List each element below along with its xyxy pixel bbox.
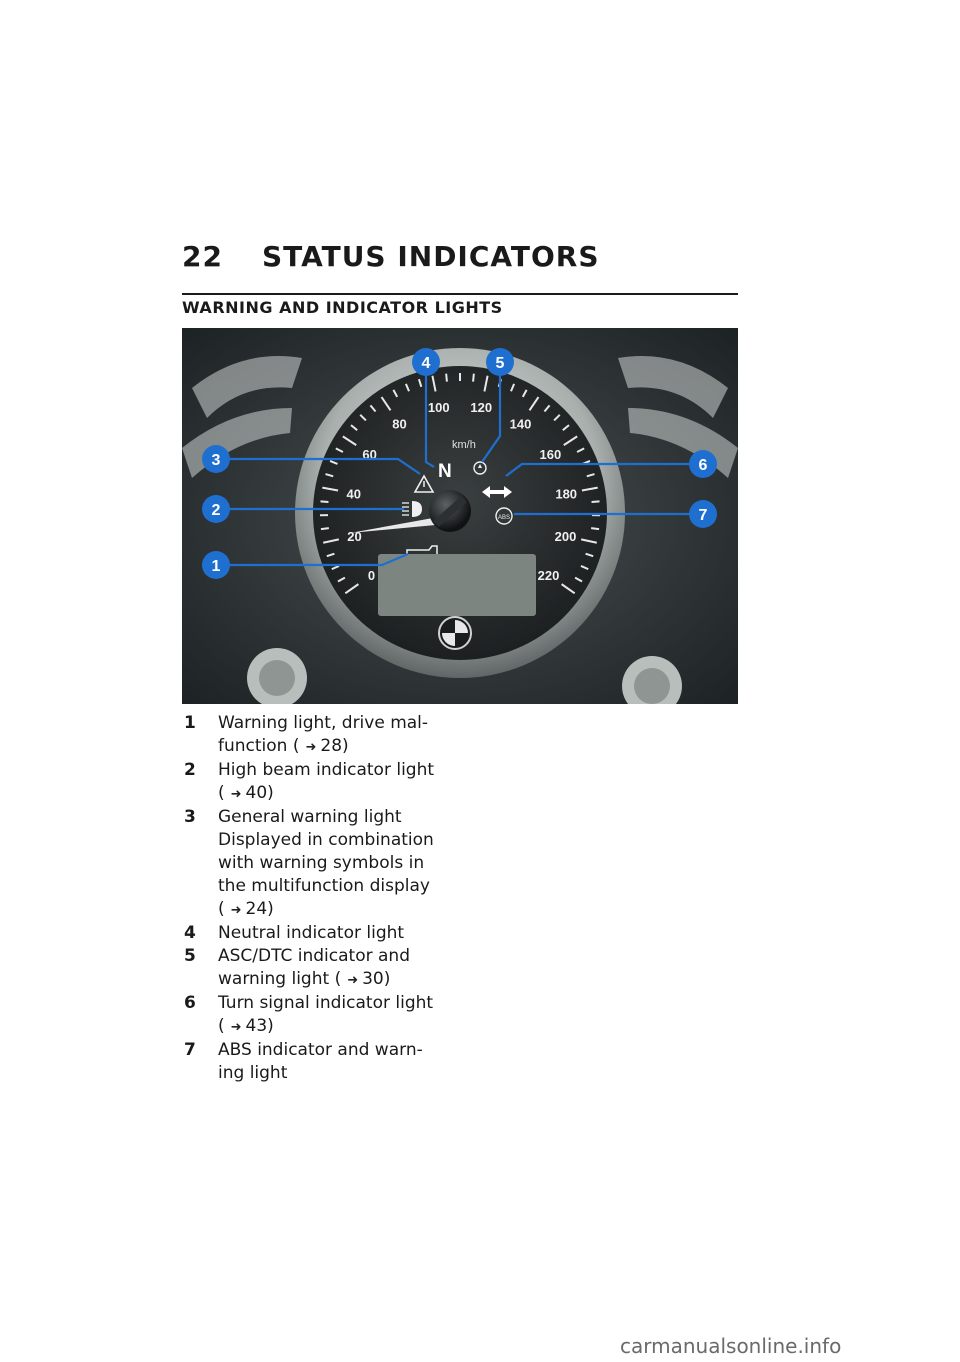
callout-4 <box>412 348 440 376</box>
page-ref-arrow-icon: ➜ <box>230 903 242 918</box>
svg-text:6: 6 <box>698 457 708 474</box>
speed-tick-label: 60 <box>362 446 377 462</box>
svg-text:5: 5 <box>495 355 505 372</box>
page-number: 22 <box>182 240 223 273</box>
legend-list <box>182 712 452 1085</box>
legend-number: 2 <box>184 760 196 780</box>
legend-item <box>182 759 452 806</box>
speed-tick-label: 120 <box>470 400 493 416</box>
page-reference[interactable]: ( ➜ 28) <box>293 736 349 756</box>
instrument-cluster-figure <box>182 328 738 704</box>
callout-3 <box>202 445 230 473</box>
minor-tick <box>592 501 600 502</box>
speed-tick-label: 140 <box>509 416 532 432</box>
callout-2 <box>202 495 230 523</box>
legend-text: General warning light <box>218 807 402 827</box>
svg-text:2: 2 <box>211 502 221 519</box>
legend-text: ABS indicator and warn- <box>218 1040 423 1060</box>
speed-tick-label: 200 <box>554 528 577 544</box>
speed-tick-label: 100 <box>427 400 450 416</box>
minor-tick <box>320 501 328 502</box>
legend-number: 6 <box>184 993 196 1013</box>
svg-text:4: 4 <box>421 355 431 372</box>
site-footer-watermark: carmanualsonline.info <box>620 1334 842 1358</box>
speed-tick-label: 0 <box>367 567 376 583</box>
legend-text: Neutral indicator light <box>218 923 405 943</box>
legend-text: High beam indicator light <box>218 760 435 780</box>
svg-text:7: 7 <box>698 507 708 524</box>
callout-5 <box>486 348 514 376</box>
multifunction-display <box>378 554 536 616</box>
legend-text: Warning light, drive mal- <box>218 713 429 733</box>
legend-text: Turn signal indicator light <box>218 993 434 1013</box>
callout-6 <box>689 450 717 478</box>
page-reference[interactable]: ( ➜ 24) <box>218 899 274 919</box>
callout-7 <box>689 500 717 528</box>
legend-text-continued: ing light <box>218 1063 288 1083</box>
legend-number: 7 <box>184 1040 196 1060</box>
legend-item <box>182 712 452 759</box>
minor-tick <box>591 528 599 529</box>
section-rule <box>182 293 738 295</box>
legend-item <box>182 806 452 922</box>
page-ref-arrow-icon: ➜ <box>347 973 359 988</box>
speed-tick-label: 80 <box>392 416 407 432</box>
legend-text-continued: Displayed in combination with warning symbols in the multifunction display <box>218 830 434 896</box>
unit-label: km/h <box>452 439 476 451</box>
neutral-indicator-symbol: N <box>438 461 452 482</box>
speed-tick-label: 180 <box>555 486 578 502</box>
legend-item <box>182 992 452 1039</box>
legend-item <box>182 945 452 992</box>
legend-text-continued: function <box>218 736 288 756</box>
speed-tick-label: 160 <box>539 446 562 462</box>
page-reference[interactable]: ( ➜ 43) <box>218 1016 274 1036</box>
legend-number: 4 <box>184 923 196 943</box>
svg-text:1: 1 <box>211 558 221 575</box>
section-title: WARNING AND INDICATOR LIGHTS <box>182 298 503 317</box>
callout-1 <box>202 551 230 579</box>
speed-tick-label: 40 <box>346 486 362 502</box>
page-reference[interactable]: ( ➜ 40) <box>218 783 274 803</box>
legend-number: 5 <box>184 946 196 966</box>
instrument-cluster-illustration <box>182 328 738 704</box>
page-ref-arrow-icon: ➜ <box>230 1020 242 1035</box>
bmw-logo <box>439 617 471 649</box>
legend-text-continued: warning light <box>218 969 330 989</box>
legend-text: ASC/DTC indicator and <box>218 946 410 966</box>
legend-number: 3 <box>184 807 196 827</box>
speed-tick-label: 20 <box>347 528 362 544</box>
page-ref-arrow-icon: ➜ <box>230 787 242 802</box>
page-ref-arrow-icon: ➜ <box>305 740 317 755</box>
chapter-title: STATUS INDICATORS <box>262 240 600 273</box>
minor-tick <box>446 374 447 382</box>
legend-number: 1 <box>184 713 196 733</box>
svg-text:ABS: ABS <box>498 515 511 521</box>
speed-tick-label: 220 <box>537 567 560 583</box>
minor-tick <box>473 374 474 382</box>
svg-text:3: 3 <box>211 452 221 469</box>
legend-item <box>182 1039 452 1085</box>
page-reference[interactable]: ( ➜ 30) <box>335 969 391 989</box>
minor-tick <box>321 528 329 529</box>
legend-item <box>182 922 452 945</box>
